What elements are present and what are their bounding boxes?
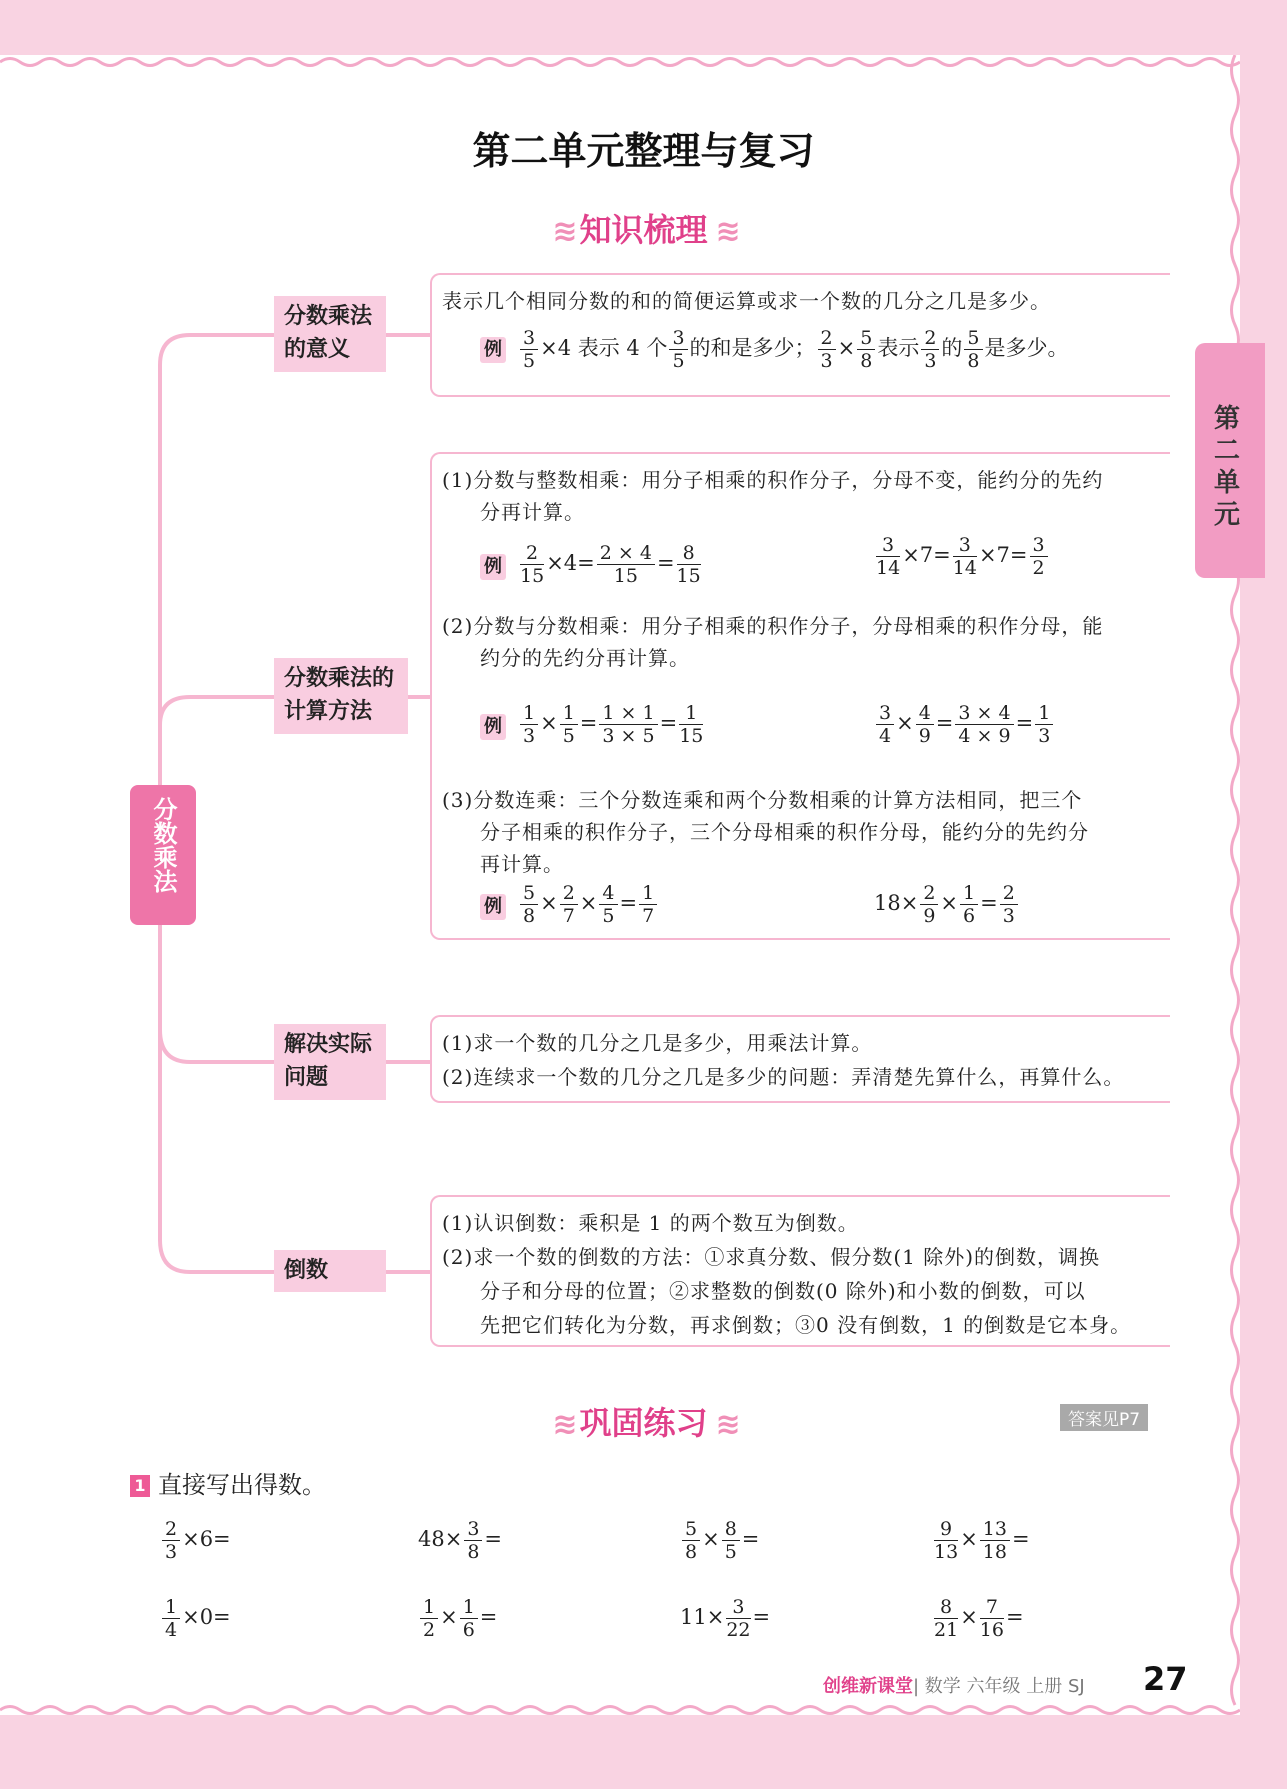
footer-info: | 数学 六年级 上册 SJ (913, 1676, 1085, 1697)
question-number: 1 (130, 1475, 150, 1497)
wave-icon: ≋ (715, 214, 735, 249)
reciprocal-line4: 先把它们转化为分数，再求倒数；③0 没有倒数，1 的倒数是它本身。 (480, 1313, 1132, 1337)
example-label: 例 (480, 554, 506, 580)
example-label: 例 (480, 894, 506, 920)
page-title: 第二单元整理与复习 (472, 129, 815, 173)
rule2-example-a: $\frac{1}{3}$ × $\frac{1}{5}$ = $\frac{1 \times 1}{3 \times 5}$ = $\frac{1}{15}$ (518, 702, 705, 747)
rule1-example-b: $\frac{3}{14}$ ×7= $\frac{3}{14}$ ×7= $\frac{3}{2}$ (874, 534, 1050, 579)
problem-line2: (2)连续求一个数的几分之几是多少的问题：弄清楚先算什么，再算什么。 (442, 1065, 1125, 1089)
root-node (130, 785, 196, 925)
node-reciprocal: 倒数 (274, 1250, 386, 1292)
exercise-1: $\frac{2}{3}$ ×6= (160, 1518, 231, 1563)
rule3-line1: (3)分数连乘：三个分数连乘和两个分数相乘的计算方法相同，把三个 (442, 788, 1083, 812)
exercise-5: $\frac{1}{4}$ ×0= (160, 1596, 231, 1641)
side-tab (1195, 343, 1265, 578)
wave-icon: ≋ (715, 1407, 735, 1442)
question-1 (130, 1465, 326, 1500)
footer-brand: 创维新课堂 (823, 1676, 913, 1697)
rule1-example-a: $\frac{2}{15}$ ×4= $\frac{2 \times 4}{15}$ = $\frac{8}{15}$ (520, 542, 701, 587)
rule3-example-b: 18× $\frac{2}{9}$ × $\frac{1}{6}$ = $\frac{2}{3}$ (874, 882, 1020, 927)
bottom-wave-border (0, 1703, 1240, 1717)
question-prompt: 直接写出得数。 (158, 1471, 326, 1499)
exercise-2: 48× $\frac{3}{8}$ = (418, 1518, 503, 1563)
exercise-7: 11× $\frac{3}{22}$ = (680, 1596, 771, 1641)
rule3-line3: 再计算。 (480, 852, 564, 876)
rule2-example-b: $\frac{3}{4}$ × $\frac{4}{9}$ = $\frac{3 \times 4}{4 \times 9}$ = $\frac{1}{3}$ (874, 702, 1055, 747)
problem-line1: (1)求一个数的几分之几是多少，用乘法计算。 (442, 1031, 873, 1055)
reciprocal-line3: 分子和分母的位置；②求整数的倒数(0 除外)和小数的倒数，可以 (480, 1279, 1086, 1303)
rule3-example-a: $\frac{5}{8}$ × $\frac{2}{7}$ × $\frac{4}{5}$ = $\frac{1}{7}$ (518, 882, 659, 927)
problem-box (430, 1015, 1170, 1103)
node-method: 分数乘法的计算方法 (274, 658, 408, 734)
section-knowledge-label: 知识梳理 (579, 211, 708, 249)
exercise-3: $\frac{5}{8}$ × $\frac{8}{5}$ = (680, 1518, 759, 1563)
node-meaning: 分数乘法的意义 (274, 296, 386, 372)
root-node-label: 分数乘法 (149, 797, 177, 893)
meaning-box (430, 273, 1170, 397)
reciprocal-line2: (2)求一个数的倒数的方法：①求真分数、假分数(1 除外)的倒数，调换 (442, 1245, 1101, 1269)
wave-icon: ≋ (552, 1407, 572, 1442)
rule1-line2: 分再计算。 (480, 500, 585, 524)
answer-reference: 答案见P7 (1060, 1404, 1148, 1431)
footer (823, 1672, 1085, 1698)
reciprocal-line1: (1)认识倒数：乘积是 1 的两个数互为倒数。 (442, 1211, 859, 1235)
method-box (430, 452, 1170, 940)
exercise-4: $\frac{9}{13}$ × $\frac{13}{18}$ = (934, 1518, 1030, 1563)
node-problem: 解决实际问题 (274, 1024, 386, 1100)
example-label: 例 (480, 714, 506, 740)
meaning-example: $\frac{3}{5}$ ×4 表示 4 个 $\frac{3}{5}$ 的和是多少； $\frac{2}{3}$ × $\frac{5}{8}$ 表示 $\frac{2}{3}$ 的 $\frac{5}{8}$ 是多少。 (518, 327, 1069, 372)
section-practice-label: 巩固练习 (579, 1404, 708, 1442)
meaning-text: 表示几个相同分数的和的简便运算或求一个数的几分之几是多少。 (442, 289, 1051, 313)
exercise-8: $\frac{8}{21}$ × $\frac{7}{16}$ = (934, 1596, 1024, 1641)
rule2-line2: 约分的先约分再计算。 (480, 646, 690, 670)
side-tab-label: 第二单元 (1213, 404, 1240, 530)
mindmap-connectors (0, 0, 440, 1300)
reciprocal-box (430, 1195, 1170, 1347)
exercise-6: $\frac{1}{2}$ × $\frac{1}{6}$ = (418, 1596, 497, 1641)
wave-icon: ≋ (552, 214, 572, 249)
page-number: 27 (1143, 1660, 1188, 1698)
rule2-line1: (2)分数与分数相乘：用分子相乘的积作分子，分母相乘的积作分母，能 (442, 614, 1104, 638)
example-label: 例 (480, 337, 506, 363)
rule3-line2: 分子相乘的积作分子，三个分母相乘的积作分母，能约分的先约分 (480, 820, 1089, 844)
right-wave-border (1228, 55, 1242, 1715)
rule1-line1: (1)分数与整数相乘：用分子相乘的积作分子，分母不变，能约分的先约 (442, 468, 1104, 492)
